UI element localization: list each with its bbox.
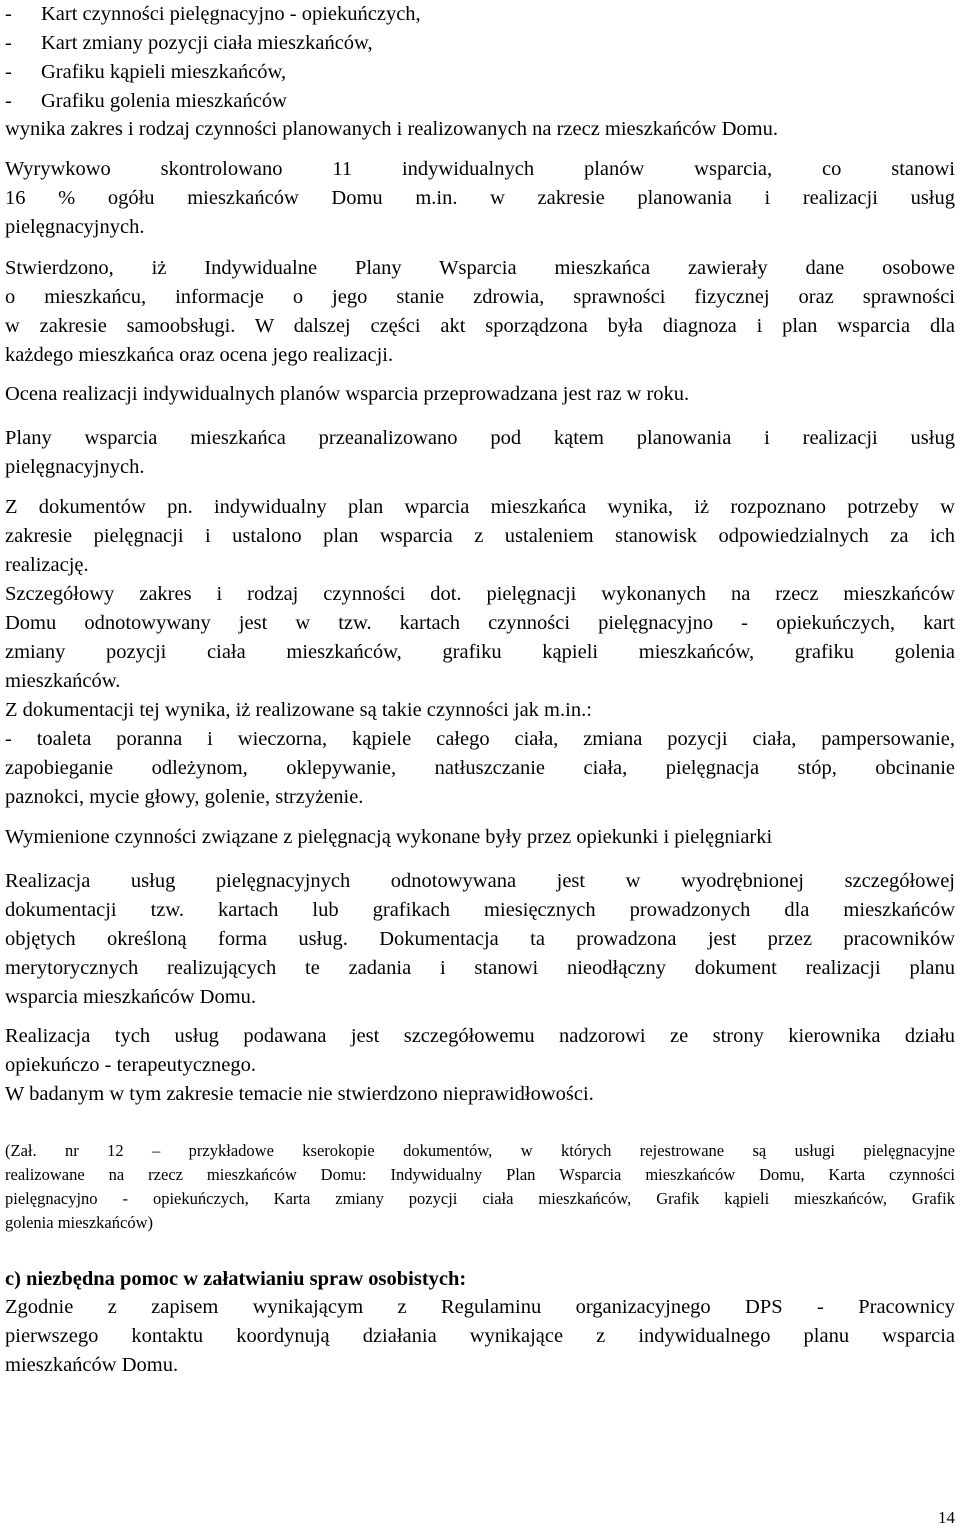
page-number: 14 (938, 1508, 955, 1527)
text-line: każdego mieszkańca oraz ocena jego realizacji. (5, 344, 394, 366)
text-line: opiekuńczo - terapeutycznego. (5, 1054, 257, 1076)
list-item: - Kart zmiany pozycji ciała mieszkańców, (5, 32, 373, 54)
text-line: Z dokumentów pn. indywidualny plan wparcia mieszkańca wynika, iż rozpoznano potrzeby w (5, 496, 955, 518)
text-line: zakresie pielęgnacji i ustalono plan wsparcia z ustaleniem stanowisk odpowiedzialnych za ich (5, 525, 955, 547)
text-line: Domu odnotowywany jest w tzw. kartach czynności pielęgnacyjno - opiekuńczych, kart (5, 612, 955, 634)
text-line: Realizacja usług pielęgnacyjnych odnotowywana jest w wyodrębnionej szczegółowej (5, 870, 955, 892)
text-line: Szczegółowy zakres i rodzaj czynności dot. pielęgnacji wykonanych na rzecz mieszkańców (5, 583, 955, 605)
text-line: zapobieganie odleżynom, oklepywanie, natłuszczanie ciała, pielęgnacja stóp, obcinanie (5, 757, 955, 779)
text-line: objętych określoną forma usług. Dokumentacja ta prowadzona jest przez pracowników (5, 928, 955, 950)
list-item: - Kart czynności pielęgnacyjno - opiekuńczych, (5, 3, 421, 25)
text-line: Wyrywkowo skontrolowano 11 indywidualnych planów wsparcia, co stanowi (5, 158, 955, 180)
text-line: - toaleta poranna i wieczorna, kąpiele całego ciała, zmiana pozycji ciała, pampersowanie, (5, 728, 955, 750)
text-line: 16 % ogółu mieszkańców Domu m.in. w zakresie planowania i realizacji usług (5, 187, 955, 209)
text-line: Zgodnie z zapisem wynikającym z Regulaminu organizacyjnego DPS - Pracownicy (5, 1296, 955, 1318)
text-line: w zakresie samoobsługi. W dalszej części akt sporządzona była diagnoza i plan wsparcia dla (5, 315, 955, 337)
text-line: paznokci, mycie głowy, golenie, strzyżenie. (5, 786, 364, 808)
text-line: pierwszego kontaktu koordynują działania wynikające z indywidualnego planu wsparcia (5, 1325, 955, 1347)
list-item: - Grafiku golenia mieszkańców (5, 90, 287, 112)
text-line: Stwierdzono, iż Indywidualne Plany Wsparcia mieszkańca zawierały dane osobowe (5, 257, 955, 279)
text-line: pielęgnacyjnych. (5, 456, 145, 478)
list-item: - Grafiku kąpieli mieszkańców, (5, 61, 287, 83)
text-line: W badanym w tym zakresie temacie nie stwierdzono nieprawidłowości. (5, 1083, 594, 1105)
text-line: merytorycznych realizujących te zadania i stanowi nieodłączny dokument realizacji planu (5, 957, 955, 979)
note-line: (Zał. nr 12 – przykładowe kserokopie dokumentów, w których rejestrowane są usługi pielęgnacyjne (5, 1141, 955, 1160)
text-line: Z dokumentacji tej wynika, iż realizowane są takie czynności jak m.in.: (5, 699, 592, 721)
text-line: pielęgnacyjnych. (5, 216, 145, 238)
text-line: zmiany pozycji ciała mieszkańców, grafiku kąpieli mieszkańców, grafiku golenia (5, 641, 955, 663)
text-line: realizację. (5, 554, 89, 576)
note-line: pielęgnacyjno - opiekuńczych, Karta zmiany pozycji ciała mieszkańców, Grafik kąpieli mieszkańców, Grafik (5, 1189, 955, 1208)
text-line: Plany wsparcia mieszkańca przeanalizowano pod kątem planowania i realizacji usług (5, 427, 955, 449)
text-line: wynika zakres i rodzaj czynności planowanych i realizowanych na rzecz mieszkańców Domu. (5, 118, 778, 140)
text-line: wsparcia mieszkańców Domu. (5, 986, 257, 1008)
text-line: Wymienione czynności związane z pielęgnacją wykonane były przez opiekunki i pielęgniarki (5, 826, 773, 848)
text-line: Ocena realizacji indywidualnych planów wsparcia przeprowadzana jest raz w roku. (5, 383, 690, 405)
note-line: golenia mieszkańców) (5, 1213, 153, 1232)
text-line: o mieszkańcu, informacje o jego stanie zdrowia, sprawności fizycznej oraz sprawności (5, 286, 955, 308)
text-line: mieszkańców. (5, 670, 121, 692)
text-line: dokumentacji tzw. kartach lub grafikach miesięcznych prowadzonych dla mieszkańców (5, 899, 955, 921)
section-heading: c) niezbędna pomoc w załatwianiu spraw osobistych: (5, 1268, 467, 1290)
text-line: Realizacja tych usług podawana jest szczegółowemu nadzorowi ze strony kierownika działu (5, 1025, 955, 1047)
text-line: mieszkańców Domu. (5, 1354, 179, 1376)
note-line: realizowane na rzecz mieszkańców Domu: Indywidualny Plan Wsparcia mieszkańców Domu, Karta czynności (5, 1165, 955, 1184)
